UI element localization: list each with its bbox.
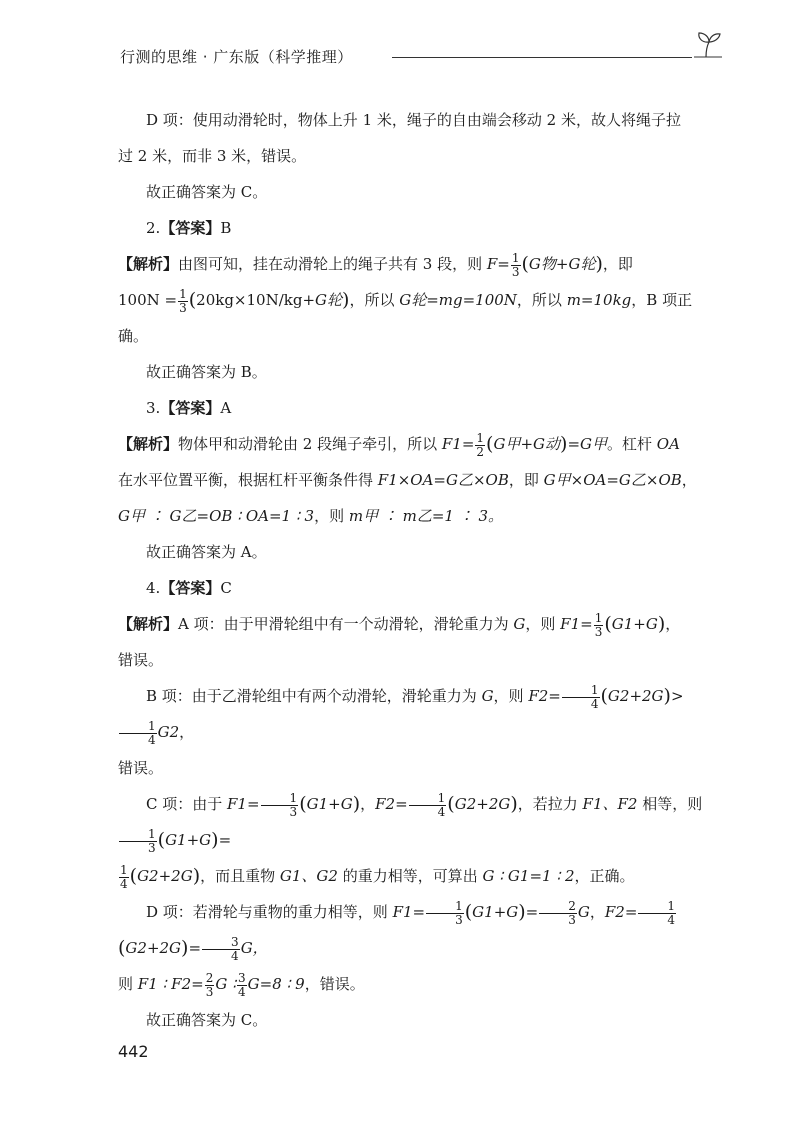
text-run: ，则 — [493, 687, 529, 705]
text-run: A 项：由于甲滑轮组中有一个动滑轮，滑轮重力为 — [178, 615, 514, 633]
math: G轮 — [568, 255, 596, 273]
math: G物 — [528, 255, 556, 273]
text-run: ，所以 — [516, 291, 567, 309]
question-2-analysis-2: 100N = $\frac{1}{3}$ (20kg×10N/kg+G轮)，所以 G轮=mg=100N，所以 m=10kg，B 项正确。 — [118, 286, 693, 345]
answer-value: A — [220, 399, 232, 417]
answer-tag: 【答案】 — [160, 579, 221, 597]
answer-line-3 — [118, 534, 718, 570]
question-3-analysis-1: 【解析】物体甲和动滑轮由 2 段绳子牵引，所以 F1= $\frac{1}{2}$ (G甲+G动)=G甲。杠杆 OA — [118, 430, 680, 459]
text-run: 在水平位置平衡，根据杠杆平衡条件得 — [118, 471, 378, 489]
text-run: ，即 — [602, 255, 633, 273]
text-line: D 项：使用动滑轮时，物体上升 1 米，绳子的自由端会移动 2 米，故人将绳子拉 — [146, 111, 681, 129]
question-number: 4. — [146, 579, 161, 597]
text-run: B 项：由于乙滑轮组中有两个动滑轮，滑轮重力为 — [146, 687, 482, 705]
text-line: 故正确答案为 B。 — [146, 363, 267, 381]
answer-value: B — [220, 219, 232, 237]
question-4-option-a: 【解析】A 项：由于甲滑轮组中有一个动滑轮，滑轮重力为 G，则 F1= $\frac{1}{3}$ (G1+G)， — [118, 610, 681, 639]
math: F1= — [441, 435, 475, 453]
math: 100N = — [118, 291, 178, 309]
question-4-option-d-cont: 则 F1 ∶ F2= $\frac{2}{3}$ G ∶ $\frac{3}{4}$ G=8 ∶ 9，错误。 — [118, 970, 365, 999]
page-number: 442 — [118, 1042, 149, 1061]
text-run: ，错误。 — [304, 975, 365, 993]
text-line: 故正确答案为 C。 — [146, 183, 268, 201]
page-content — [118, 102, 718, 1038]
text-run: ，正确。 — [574, 867, 635, 885]
question-3-analysis-3 — [118, 498, 718, 534]
question-4-heading — [118, 570, 718, 606]
math: G轮=mg=100N — [399, 291, 517, 309]
fraction: $\frac{1}{4}$ — [119, 720, 157, 747]
question-4-option-c-cont: $\frac{1}{4}$ (G2+2G)，而且重物 G1、G2 的重力相等，可算出 G ∶ G1=1 ∶ 2，正确。 — [120, 862, 635, 891]
fraction: $\frac{3}{4}$ — [238, 970, 246, 999]
fraction: $\frac{1}{4}$ — [120, 862, 128, 891]
text-run: 由图可知，挂在动滑轮上的绳子共有 3 段，则 — [178, 255, 487, 273]
text-run: ，所以 — [349, 291, 400, 309]
text-run: ，则 — [525, 615, 561, 633]
text-run: 。杠杆 — [607, 435, 657, 453]
math: G甲×OA=G乙×OB — [543, 471, 682, 489]
paragraph-d1-cont — [118, 138, 718, 174]
math: G甲 ∶ G乙=OB ∶ OA=1 ∶ 3 — [118, 507, 315, 525]
analysis-tag: 【解析】 — [118, 615, 179, 633]
answer-value: C — [220, 579, 232, 597]
math: F1 ∶ F2= — [137, 975, 204, 993]
math: G ∶ G1=1 ∶ 2 — [482, 867, 575, 885]
question-2-analysis-1: 【解析】由图可知，挂在动滑轮上的绳子共有 3 段，则 F= $\frac{1}{3}$ (G物+G轮)，即 — [118, 250, 633, 279]
question-number: 2. — [146, 219, 161, 237]
text-run: ，而且重物 — [200, 867, 280, 885]
math: =G甲 — [567, 435, 607, 453]
text-run: ，则 — [314, 507, 349, 525]
text-run: 则 — [118, 975, 138, 993]
math: F2= — [528, 687, 561, 705]
math: m=10kg — [566, 291, 632, 309]
question-4-option-c: C 项：由于 F1= $\frac{1}{3}$ (G1+G)，F2= $\frac{1}{4}$ (G2+2G)，若拉力 F1、F2 相等，则 $\frac{1}{3}$ (G1+G)= — [118, 786, 718, 858]
text-line: 错误。 — [118, 651, 164, 669]
text-run: ，B 项正确。 — [118, 291, 693, 345]
question-3-heading — [118, 390, 718, 426]
math: m甲 ∶ m乙=1 ∶ 3。 — [348, 507, 504, 525]
fraction: $\frac{1}{4}$ — [562, 684, 600, 711]
fraction: $\frac{3}{4}$ — [202, 936, 240, 963]
header-rule — [392, 57, 692, 58]
math: G=8 ∶ 9 — [247, 975, 305, 993]
text-run: 相等，则 — [637, 795, 703, 813]
fraction: $\frac{1}{4}$ — [638, 900, 676, 927]
question-number: 3. — [146, 399, 161, 417]
question-4-option-a-cont — [118, 642, 718, 678]
math: OA — [656, 435, 680, 453]
fraction: $\frac{2}{3}$ — [539, 900, 577, 927]
text-line: 故正确答案为 A。 — [146, 543, 267, 561]
sprout-icon — [692, 30, 728, 60]
page-header — [120, 42, 720, 72]
analysis-tag: 【解析】 — [118, 435, 179, 453]
math: F1= — [560, 615, 593, 633]
text-run: C 项：由于 — [146, 795, 228, 813]
math: F1×OA=G乙×OB — [377, 471, 509, 489]
analysis-tag: 【解析】 — [118, 255, 179, 273]
fraction: $\frac{1}{3}$ — [179, 286, 187, 315]
answer-line-4 — [118, 1002, 718, 1038]
fraction: $\frac{2}{3}$ — [205, 970, 214, 999]
fraction: $\frac{1}{3}$ — [261, 792, 299, 819]
text-line: 过 2 米，而非 3 米，错误。 — [118, 147, 307, 165]
math: 20kg×10N/kg+ — [196, 291, 316, 309]
math: F= — [486, 255, 510, 273]
question-4-option-b: B 项：由于乙滑轮组中有两个动滑轮，滑轮重力为 G，则 F2= $\frac{1}{4}$ (G2+2G)> $\frac{1}{4}$ G2， — [118, 678, 718, 750]
fraction: $\frac{1}{3}$ — [119, 828, 157, 855]
answer-line-1 — [118, 174, 718, 210]
text-run: ，若拉力 — [517, 795, 583, 813]
text-run: ，即 — [508, 471, 544, 489]
question-4-option-b-cont — [118, 750, 718, 786]
fraction: $\frac{1}{3}$ — [426, 900, 464, 927]
paragraph-d1 — [118, 102, 718, 138]
text-line: 故正确答案为 C。 — [146, 1011, 268, 1029]
fraction: $\frac{1}{2}$ — [476, 430, 485, 459]
text-line: 错误。 — [118, 759, 164, 777]
answer-tag: 【答案】 — [160, 219, 221, 237]
fraction: $\frac{1}{3}$ — [511, 250, 520, 279]
question-2-heading — [118, 210, 718, 246]
text-run: 物体甲和动滑轮由 2 段绳子牵引，所以 — [178, 435, 442, 453]
text-run: 的重力相等，可算出 — [337, 867, 483, 885]
text-run: D 项：若滑轮与重物的重力相等，则 — [146, 903, 393, 921]
fraction: $\frac{1}{4}$ — [409, 792, 447, 819]
question-4-option-d: D 项：若滑轮与重物的重力相等，则 F1= $\frac{1}{3}$ (G1+G)= $\frac{2}{3}$ G，F2= $\frac{1}{4}$ (G2+2G)= $\frac{3}{4}$ G， — [118, 898, 676, 963]
header-title: 行测的思维 · 广东版（科学推理） — [120, 48, 353, 66]
fraction: $\frac{1}{3}$ — [594, 610, 603, 639]
answer-line-2 — [118, 354, 718, 390]
question-3-analysis-2: 在水平位置平衡，根据杠杆平衡条件得 F1×OA=G乙×OB，即 G甲×OA=G乙×OB， — [118, 471, 697, 489]
answer-tag: 【答案】 — [160, 399, 221, 417]
